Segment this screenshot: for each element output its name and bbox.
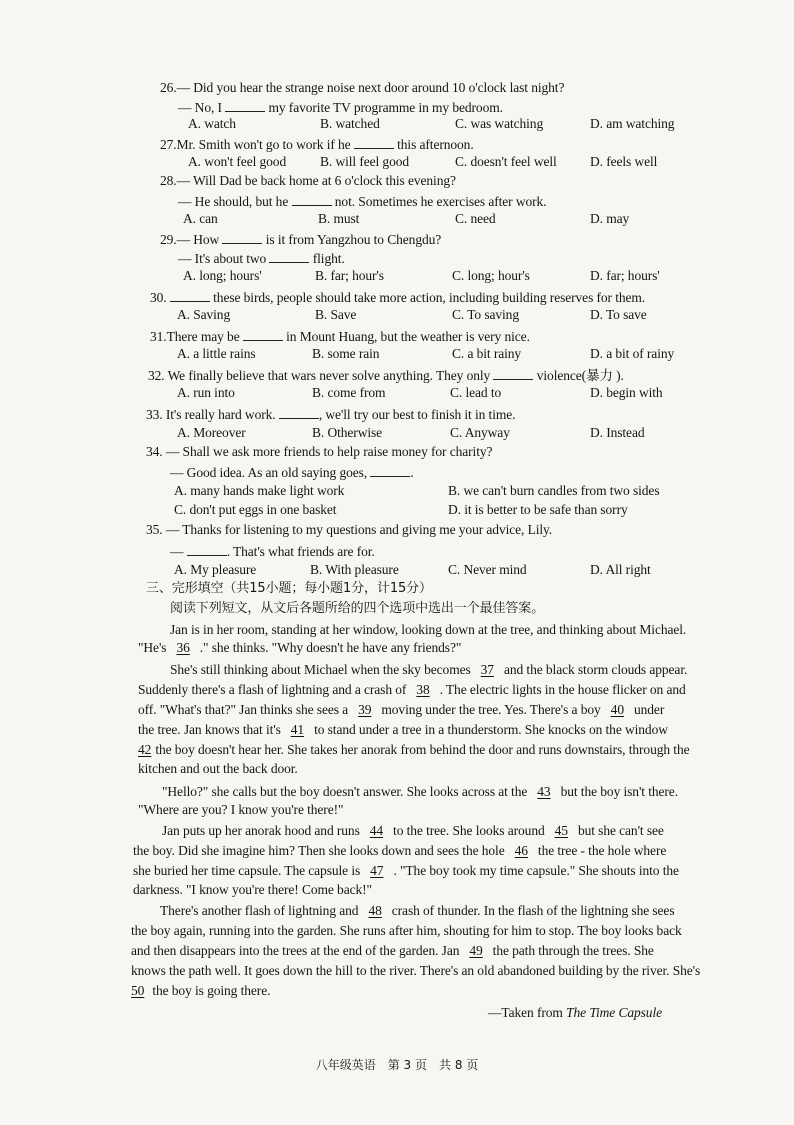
passage-line: Jan puts up her anorak hood and runs 44 to the tree. She looks around 45 but she can't see [162, 823, 664, 838]
blank-44[interactable]: 44 [369, 823, 384, 838]
option-c[interactable]: C. Anyway [450, 425, 510, 440]
option-a[interactable]: A. a little rains [177, 346, 256, 361]
option-d[interactable]: D. begin with [590, 385, 663, 400]
answer-blank[interactable] [493, 365, 533, 380]
passage-line: "Hello?" she calls but the boy doesn't answer. She looks across at the 43 but the boy isn't there. [162, 784, 678, 799]
section-heading: 三、完形填空（共15小题；每小题1分，计15分） [146, 581, 432, 596]
question-35: 35. — Thanks for listening to my questions and giving me your advice, Lily. [146, 522, 553, 537]
option-b[interactable]: B. come from [312, 385, 386, 400]
option-c[interactable]: C. lead to [450, 385, 502, 400]
source-credit: —Taken from The Time Capsule [488, 1005, 662, 1020]
passage-line: off. "What's that?" Jan thinks she sees a 39 moving under the tree. Yes. There's a boy 40 under [138, 702, 665, 717]
question-26: 26.— Did you hear the strange noise next door around 10 o'clock last night? [160, 80, 565, 95]
option-b[interactable]: B. we can't burn candles from two sides [448, 483, 660, 498]
blank-38[interactable]: 38 [416, 682, 430, 697]
blank-37[interactable]: 37 [480, 662, 494, 677]
question-34-response: — Good idea. As an old saying goes, . [170, 462, 414, 482]
answer-blank[interactable] [170, 287, 210, 302]
question-34: 34. — Shall we ask more friends to help raise money for charity? [146, 444, 493, 459]
option-b[interactable]: B. some rain [312, 346, 380, 361]
option-b[interactable]: B. will feel good [320, 154, 410, 169]
passage-line: the boy. Did she imagine him? Then she looks down and sees the hole 46 the tree - the hole where [133, 843, 667, 858]
option-b[interactable]: B. Save [315, 307, 357, 322]
option-b[interactable]: B. must [318, 211, 360, 226]
option-a[interactable]: A. My pleasure [174, 562, 257, 577]
option-b[interactable]: B. With pleasure [310, 562, 399, 577]
question-32-options [0, 384, 794, 402]
question-28: 28.— Will Dad be back home at 6 o'clock this evening? [160, 173, 456, 188]
question-30-options [0, 306, 794, 324]
passage-line: She's still thinking about Michael when the sky becomes 37 and the black storm clouds appear. [170, 662, 688, 677]
passage-line: 42 the boy doesn't hear her. She takes her anorak from behind the door and runs downstairs, through the [138, 742, 690, 757]
answer-blank[interactable] [187, 541, 227, 556]
blank-41[interactable]: 41 [290, 722, 305, 737]
passage-line: darkness. "I know you're there! Come back!" [133, 882, 372, 897]
question-33-options [0, 424, 794, 442]
question-30: 30. these birds, people should take more action, including building reserves for them. [150, 287, 645, 307]
option-d[interactable]: D. All right [590, 562, 651, 577]
question-31-options [0, 345, 794, 363]
answer-blank[interactable] [269, 248, 309, 263]
answer-blank[interactable] [243, 326, 283, 341]
question-28-options [0, 210, 794, 228]
passage-line: "Where are you? I know you're there!" [138, 802, 344, 817]
answer-blank[interactable] [225, 97, 265, 112]
passage-line: Suddenly there's a flash of lightning and a crash of 38 . The electric lights in the house flicker on and [138, 682, 686, 697]
question-34-options-cd [0, 501, 794, 519]
question-29-options [0, 267, 794, 285]
answer-blank[interactable] [354, 134, 394, 149]
question-27: 27.Mr. Smith won't go to work if he this afternoon. [160, 134, 474, 154]
passage-line: and then disappears into the trees at the end of the garden. Jan 49 the path through the trees. She [131, 943, 654, 958]
blank-42[interactable]: 42 [138, 742, 152, 757]
answer-blank[interactable] [279, 404, 319, 419]
question-29: 29.— How is it from Yangzhou to Chengdu? [160, 229, 441, 249]
passage-line: she buried her time capsule. The capsule is 47 . "The boy took my time capsule." She shouts into the [133, 863, 679, 878]
option-a[interactable]: A. many hands make light work [174, 483, 345, 498]
option-d[interactable]: D. a bit of rainy [590, 346, 675, 361]
option-d[interactable]: D. Instead [590, 425, 645, 440]
passage-line: "He's 36 ." she thinks. "Why doesn't he have any friends?" [138, 640, 462, 655]
question-31: 31.There may be in Mount Huang, but the weather is very nice. [150, 326, 530, 346]
question-35-options [0, 561, 794, 579]
question-27-options [0, 153, 794, 171]
option-a[interactable]: A. can [183, 211, 218, 226]
blank-47[interactable]: 47 [370, 863, 384, 878]
blank-36[interactable]: 36 [176, 640, 190, 655]
option-c[interactable]: C. a bit rainy [452, 346, 522, 361]
option-c[interactable]: C. was watching [455, 116, 544, 131]
blank-43[interactable]: 43 [537, 784, 551, 799]
blank-49[interactable]: 49 [469, 943, 483, 958]
passage-line: the tree. Jan knows that it's 41 to stand under a tree in a thunderstorm. She knocks on the window [138, 722, 668, 737]
option-d[interactable]: D. To save [590, 307, 647, 322]
option-c[interactable]: C. To saving [452, 307, 519, 322]
blank-46[interactable]: 46 [514, 843, 528, 858]
blank-50[interactable]: 50 [131, 983, 145, 998]
passage-line: There's another flash of lightning and 48 crash of thunder. In the flash of the lightning she sees [160, 903, 675, 918]
option-c[interactable]: C. long; hour's [452, 268, 530, 283]
question-26-options [0, 115, 794, 133]
option-a[interactable]: A. watch [188, 116, 236, 131]
passage-line: the boy again, running into the garden. She runs after him, shouting for him to stop. The boy looks back [131, 923, 682, 938]
option-d[interactable]: D. far; hours' [590, 268, 660, 283]
answer-blank[interactable] [222, 229, 262, 244]
question-29-response: — It's about two flight. [178, 248, 345, 268]
option-a[interactable]: A. long; hours' [183, 268, 262, 283]
question-35-response: — . That's what friends are for. [170, 541, 375, 561]
option-c[interactable]: C. Never mind [448, 562, 527, 577]
question-32: 32. We finally believe that wars never solve anything. They only violence(暴力 ). [148, 365, 624, 385]
question-34-options-ab [0, 482, 794, 500]
option-b[interactable]: B. watched [320, 116, 380, 131]
option-d[interactable]: D. am watching [590, 116, 675, 131]
option-a[interactable]: A. Moreover [177, 425, 246, 440]
option-b[interactable]: B. far; hour's [315, 268, 384, 283]
blank-45[interactable]: 45 [554, 823, 568, 838]
passage-line: 50 the boy is going there. [131, 983, 271, 998]
option-c[interactable]: C. doesn't feel well [455, 154, 557, 169]
page-footer: 八年级英语 第 3 页 共 8 页 [315, 1058, 479, 1072]
option-d[interactable]: D. it is better to be safe than sorry [448, 502, 628, 517]
passage-line: Jan is in her room, standing at her window, looking down at the tree, and thinking about Michael. [170, 622, 687, 637]
option-b[interactable]: B. Otherwise [312, 425, 383, 440]
option-a[interactable]: A. won't feel good [188, 154, 287, 169]
passage-line: kitchen and out the back door. [138, 761, 298, 776]
question-33: 33. It's really hard work. , we'll try our best to finish it in time. [146, 404, 515, 424]
blank-40[interactable]: 40 [610, 702, 624, 717]
question-26-response: — No, I my favorite TV programme in my bedroom. [178, 97, 503, 117]
option-a[interactable]: A. run into [177, 385, 235, 400]
blank-48[interactable]: 48 [368, 903, 382, 918]
answer-blank[interactable] [370, 462, 410, 477]
question-28-response: — He should, but he not. Sometimes he exercises after work. [178, 191, 546, 211]
option-d[interactable]: D. feels well [590, 154, 658, 169]
option-c[interactable]: C. don't put eggs in one basket [174, 502, 337, 517]
option-a[interactable]: A. Saving [177, 307, 231, 322]
option-c[interactable]: C. need [455, 211, 496, 226]
passage-line: knows the path well. It goes down the hill to the river. There's an old abandoned building by the river. She's [131, 963, 701, 978]
option-d[interactable]: D. may [590, 211, 630, 226]
answer-blank[interactable] [292, 191, 332, 206]
blank-39[interactable]: 39 [358, 702, 372, 717]
section-instruction: 阅读下列短文，从文后各题所给的四个选项中选出一个最佳答案。 [170, 601, 545, 616]
source-title: The Time Capsule [566, 1005, 662, 1020]
